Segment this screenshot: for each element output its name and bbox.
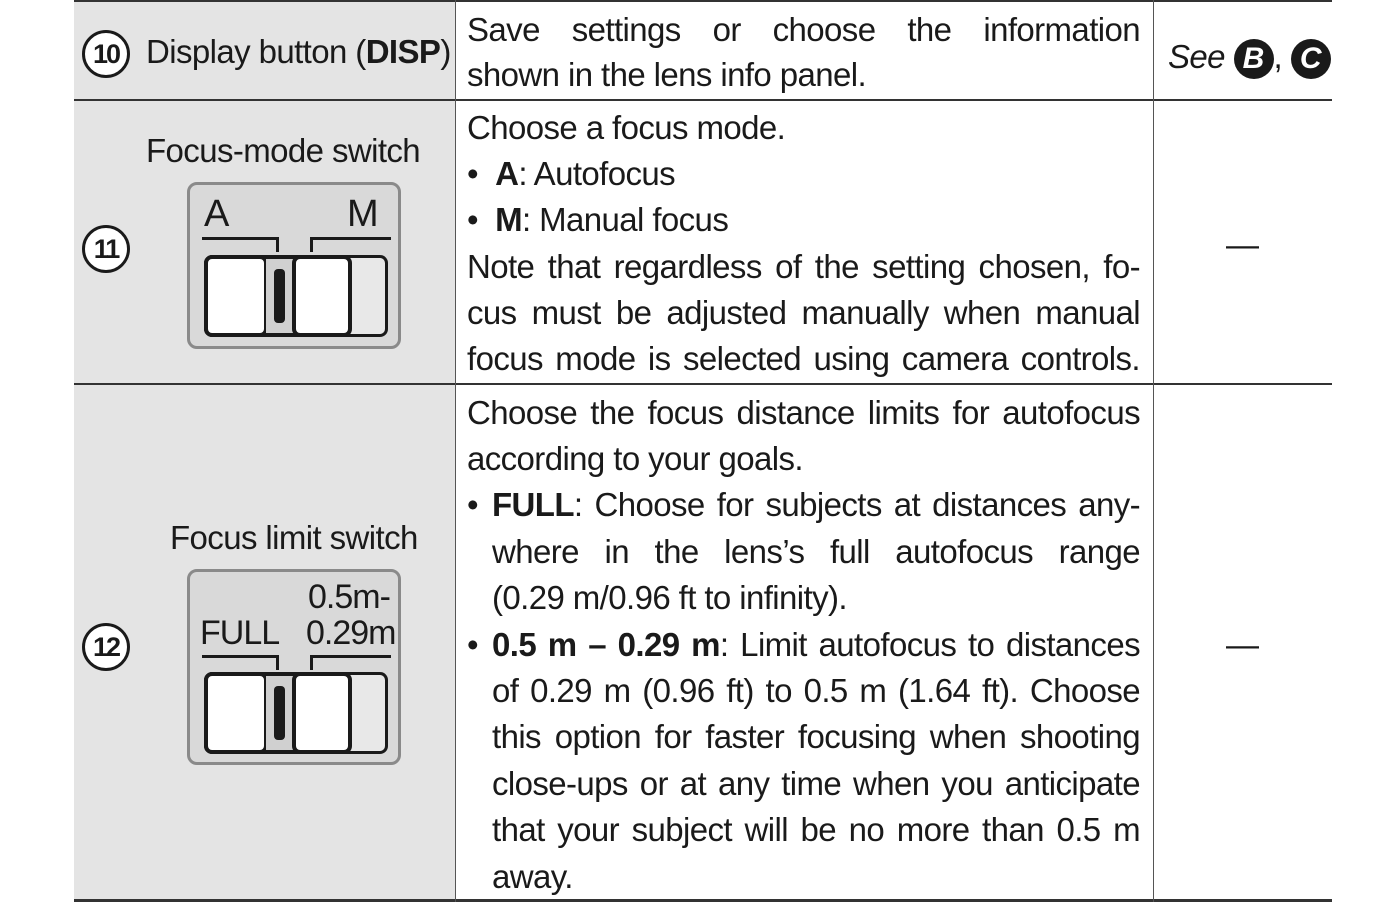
item-description-line: according to your goals. [467,440,803,477]
item-number-badge: 10 [82,30,130,78]
bracket-right [310,237,391,252]
ref-badge-b[interactable]: B [1234,39,1274,79]
switch-knob-grip [274,686,285,740]
table-top-rule [74,0,1332,2]
item-description-line: Save settings or choose the information [467,11,1140,48]
bullet-line: where in the lens’s full autofocus range [492,533,1140,570]
switch-knob-left [204,255,268,337]
ref-badge-c[interactable]: C [1291,39,1331,79]
bullet-item: • A: Autofocus [467,155,676,192]
switch-label-range-bottom: 0.29m [306,614,396,652]
item-description-line: Choose a focus mode. [467,109,786,146]
item-number-badge: 11 [82,225,130,273]
item-description-line: shown in the lens info panel. [467,56,867,93]
switch-knob-right [292,255,352,337]
focus-limit-switch[interactable] [187,569,401,765]
switch-knob-left [204,672,268,754]
bullet-line: 0.5 m – 0.29 m: Limit autofocus to distances [492,626,1140,663]
bullet-line: away. [492,858,573,895]
bullet-line: close-ups or at any time when you anticipate [492,765,1140,802]
column-divider-1 [455,0,456,902]
bullet-item: • M: Manual focus [467,201,729,238]
row-divider-2 [74,383,1332,385]
switch-knob-grip [274,269,285,323]
switch-label-full: FULL [200,614,280,652]
bracket-right [310,655,391,670]
bullet-line: of 0.29 m (0.96 ft) to 0.5 m (1.64 ft). Choose [492,672,1140,709]
bracket-left [202,237,279,252]
bullet-marker: • [467,486,478,523]
page-reference: See B , C [1168,34,1331,80]
page-reference: — [1226,626,1259,663]
item-description-line: Choose the focus distance limits for autofocus [467,394,1140,431]
page-reference: — [1226,226,1259,263]
bullet-marker: • [467,626,478,663]
item-number-badge: 12 [82,623,130,671]
note-line: focus mode is selected using camera controls. [467,340,1140,377]
note-line: Note that regardless of the setting chosen, fo- [467,248,1140,285]
bracket-left [202,655,279,670]
switch-title: Focus-mode switch [146,132,421,169]
disp-button-name: DISP [365,33,441,70]
column-divider-2 [1153,0,1154,902]
switch-label-a: A [204,193,230,235]
switch-knob-right [292,672,352,754]
table-bottom-rule [74,899,1332,902]
note-line: cus must be adjusted manually when manual [467,294,1140,331]
row-divider-1 [74,99,1332,101]
bullet-line: that your subject will be no more than 0.5 m [492,811,1140,848]
switch-title: Focus limit switch [170,519,418,556]
focus-mode-switch[interactable] [187,182,401,349]
switch-label-range-top: 0.5m- [308,578,390,616]
bullet-line: (0.29 m/0.96 ft to infinity). [492,579,847,616]
switch-label-m: M [347,193,379,235]
bullet-line: FULL: Choose for subjects at distances any- [492,486,1140,523]
item-label: Display button (DISP) [146,33,451,70]
bullet-line: this option for faster focusing when shooting [492,718,1140,755]
